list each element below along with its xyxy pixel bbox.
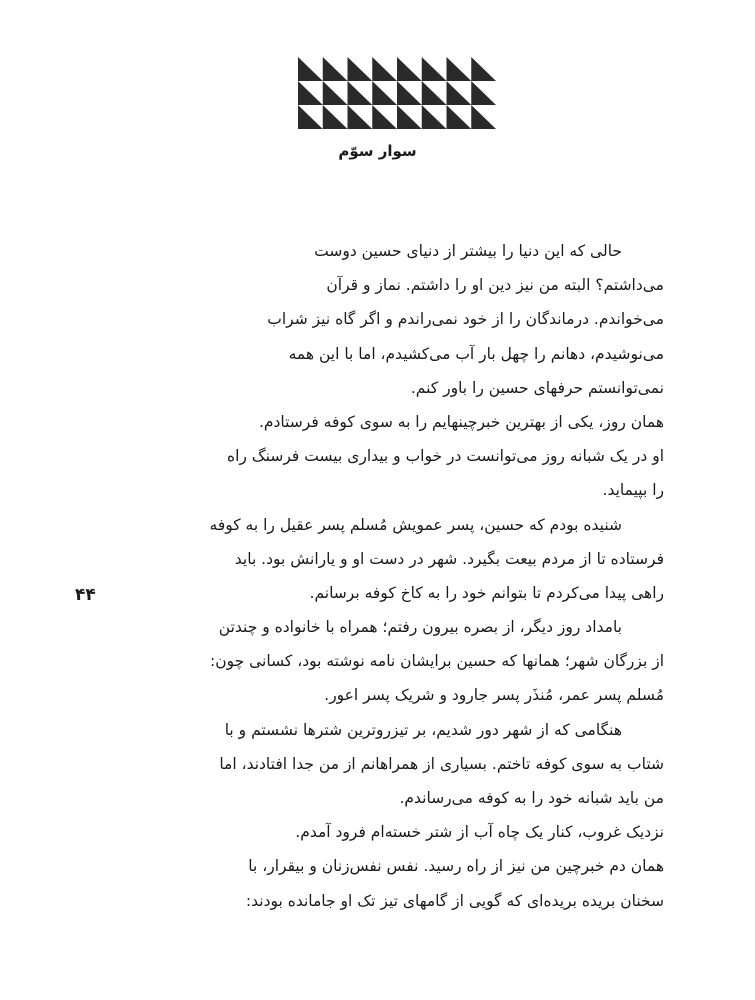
text-line: او در یک شبانه روز می‌توانست در خواب و بیداری بیست فرسنگ راه (226, 447, 664, 466)
ornament-triangle (372, 57, 397, 81)
paragraph (148, 405, 664, 508)
paragraph (148, 713, 664, 816)
ornament-triangle (447, 81, 472, 105)
paragraph (148, 815, 664, 918)
paragraph (148, 610, 664, 713)
ornament-triangle (447, 105, 472, 129)
text-line: شتاب به سوی کوفه تاختم. بسیاری از همراهانم از من جدا افتادند، اما (219, 754, 664, 773)
body-text (148, 234, 664, 918)
ornament-triangle (298, 105, 323, 129)
ornament-triangle (348, 81, 373, 105)
text-line: بامداد روز دیگر، از بصره بیرون رفتم؛ همراه با خانواده و چندتن (218, 618, 622, 637)
ornament-triangle (447, 57, 472, 81)
ornament-triangle (298, 57, 323, 81)
text-line: می‌نوشیدم، دهانم را چهل بار آب می‌کشیدم، اما با این همه (288, 344, 664, 363)
paragraph (148, 508, 664, 611)
text-line: از بزرگان شهر؛ همانها که حسین برایشان نامه نوشته بود، کسانی چون: (210, 652, 664, 671)
ornament-triangle (323, 81, 348, 105)
ornament-triangle (372, 81, 397, 105)
ornament-triangle (348, 57, 373, 81)
ornament-triangle (397, 57, 422, 81)
ornament-triangle (323, 105, 348, 129)
text-line: همان دم خبرچین من نیز از راه رسید. نفس نفس‌زنان و بیقرار، با (248, 857, 664, 876)
ornament-triangle (397, 81, 422, 105)
text-line: نزدیک غروب، کنار یک چاه آب از شتر خسته‌ام فرود آمدم. (295, 823, 664, 842)
text-line: نمی‌توانستم حرفهای حسین را باور کنم. (410, 378, 664, 397)
ornament-triangle (422, 105, 447, 129)
text-line: می‌خواندم. درماندگان را از خود نمی‌راندم و اگر گاه نیز شراب (267, 310, 664, 329)
chapter-title: سوار سوّم (338, 142, 417, 160)
text-line: را بپیماید. (602, 481, 664, 500)
text-line: همان روز، یکی از بهترین خبرچینهایم را به سوی کوفه فرستادم. (258, 412, 664, 431)
ornament-triangle (348, 105, 373, 129)
ornament-triangle (471, 105, 496, 129)
triangle-pattern-icon (298, 57, 496, 129)
ornament-triangle (471, 57, 496, 81)
ornament-triangle (298, 81, 323, 105)
ornament-triangle (422, 81, 447, 105)
text-line: سخنان بریده بریده‌ای که گویی از گامهای تیز تک او جامانده بودند: (245, 891, 664, 910)
text-line: می‌داشتم؟ البته من نیز دین او را داشتم. نماز و قرآن (326, 276, 664, 295)
text-line: شنیده بودم که حسین، پسر عمویش مُسلم پسر عقیل را به کوفه (209, 515, 622, 534)
ornament-triangle (372, 105, 397, 129)
page-number: ۴۴ (75, 585, 96, 605)
text-line: من باید شبانه خود را به کوفه می‌رساندم. (399, 789, 664, 807)
ornament-triangle (471, 81, 496, 105)
ornament-triangle (422, 57, 447, 81)
ornament-triangle (397, 105, 422, 129)
text-line: راهی پیدا می‌کردم تا بتوانم خود را به کاخ کوفه برسانم. (309, 583, 664, 602)
text-line: هنگامی که از شهر دور شدیم، بر تیزروترین شترها نشستم و با (224, 720, 622, 739)
text-line: مُسلم پسر عمر، مُنذَر پسر جارود و شریک پسر اعور. (324, 686, 664, 705)
text-line: فرستاده تا از مردم بیعت بگیرد. شهر در دست او و یارانش بود. باید (234, 549, 664, 568)
ornament-triangle (323, 57, 348, 81)
paragraph (148, 234, 664, 405)
text-line: حالی که این دنیا را بیشتر از دنیای حسین دوست (314, 242, 622, 260)
